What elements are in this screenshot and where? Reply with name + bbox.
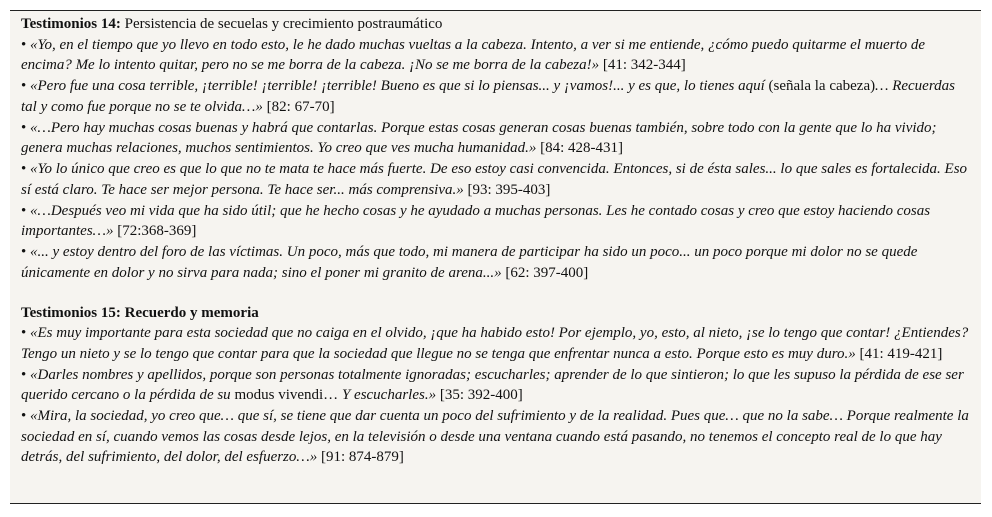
bullet: • bbox=[21, 244, 31, 260]
quote: «Es muy importante para esta sociedad que no caiga en el olvido, ¡que ha habido esto! Por ejemplo, yo, esto, al nieto, ¡se lo tengo que contar! ¿Entiendes? Tengo un nieto y se lo tengo que contar para que la sociedad que llegue no se tenga que enfrentar nunca a esto. Porque esto es muy duro.» bbox=[21, 325, 969, 362]
section-15-list bbox=[21, 323, 971, 468]
quote: «Mira, la sociedad, yo creo que… que sí, se tiene que dar cuenta un poco del sufrimiento y de la realidad. Pues que… que no la sabe… Porque realmente la sociedad en sí, cuando vemos las cosas desde lejos, en la televisión o desde una ventana cuando está pasando, no tenemos el concepto real de lo que hay detrás, del sufrimiento, del dolor, del esfuerzo…» bbox=[21, 408, 969, 465]
citation-ref: [35: 392-400] bbox=[436, 387, 523, 403]
section-14-title-rest: Persistencia de secuelas y crecimiento postraumático bbox=[120, 16, 443, 32]
quote: «…Pero hay muchas cosas buenas y habrá que contarlas. Porque estas cosas generan cosas buenas también, sobre todo con la gente que lo ha vivido; genera muchas relaciones, muchos sentimientos. Yo creo que ves mucha humanidad.» bbox=[21, 119, 937, 156]
citation-ref: [72:368-369] bbox=[113, 223, 197, 239]
testimonies-panel bbox=[10, 10, 981, 504]
citation-ref: [41: 342-344] bbox=[599, 57, 686, 73]
testimony-item bbox=[21, 118, 971, 159]
quote-aside: modus vivendi… bbox=[230, 387, 342, 403]
testimony-item bbox=[21, 406, 971, 468]
testimony-item bbox=[21, 35, 971, 76]
citation-ref: [91: 874-879] bbox=[317, 449, 404, 465]
section-14-heading bbox=[21, 14, 971, 35]
quote: «Yo, en el tiempo que yo llevo en todo esto, le he dado muchas vueltas a la cabeza. Intento, a ver si me entiende, ¿cómo puedo quitarme el muerto de encima? Me lo intento quitar, pero no se me borra de la cabeza. ¡No se me borra de la cabeza!» bbox=[21, 36, 926, 73]
testimony-item bbox=[21, 201, 971, 242]
bullet: • bbox=[21, 78, 31, 94]
bullet: • bbox=[21, 325, 31, 341]
testimony-item bbox=[21, 242, 971, 283]
quote: «Pero fue una cosa terrible, ¡terrible! ¡terrible! ¡terrible! Bueno es que si lo piensas... y ¡vamos!... y es que, lo tienes aquí bbox=[30, 78, 765, 94]
testimony-item bbox=[21, 159, 971, 200]
testimony-item bbox=[21, 323, 971, 364]
section-14-list bbox=[21, 35, 971, 284]
quote-continued: Y escucharles.» bbox=[341, 387, 437, 403]
section-14-title-bold: Testimonios 14: bbox=[21, 16, 121, 32]
bullet: • bbox=[21, 366, 31, 383]
citation-ref: [82: 67-70] bbox=[262, 98, 335, 115]
citation-ref: [93: 395-403] bbox=[463, 181, 551, 198]
bullet: • bbox=[21, 119, 31, 136]
quote-aside: (señala la cabeza) bbox=[764, 78, 876, 94]
testimony-item bbox=[21, 365, 971, 406]
quote: «Darles nombres y apellidos, porque son personas totalmente ignoradas; escucharles; aprender de lo que sintieron; lo que les supuso la pérdida de ese ser querido cercano o la pérdida de su bbox=[21, 366, 964, 403]
citation-ref: [62: 397-400] bbox=[501, 264, 589, 281]
quote: «…Después veo mi vida que ha sido útil; que he hecho cosas y he ayudado a muchas personas. Les he contado cosas y creo que estoy haciendo cosas importantes…» bbox=[21, 202, 931, 239]
bullet: • bbox=[21, 36, 31, 53]
quote-continued: … Recuerdas tal y como fue porque no se te olvida…» bbox=[21, 78, 955, 115]
quote: «... y estoy dentro del foro de las víctimas. Un poco, más que todo, mi manera de participar ha sido un poco... un poco porque mi dolor no se quede únicamente en dolor y no sirva para nada; sino el poner mi granito de arena...» bbox=[21, 244, 918, 281]
bullet: • bbox=[21, 161, 31, 177]
citation-ref: [84: 428-431] bbox=[536, 140, 623, 156]
quote: «Yo lo único que creo es que lo que no te mata te hace más fuerte. De eso estoy casi convencida. Entonces, si de ésta sales... lo que sales es fortalecida. Eso sí está claro. Te hace ser mejor persona. Te hace ser... más comprensiva.» bbox=[21, 161, 968, 198]
testimony-item bbox=[21, 76, 971, 117]
section-spacer bbox=[21, 284, 971, 303]
citation-ref: [41: 419-421] bbox=[855, 345, 943, 362]
bullet: • bbox=[21, 408, 31, 424]
bullet: • bbox=[21, 202, 31, 219]
section-15-heading: Testimonios 15: Recuerdo y memoria bbox=[21, 304, 259, 321]
